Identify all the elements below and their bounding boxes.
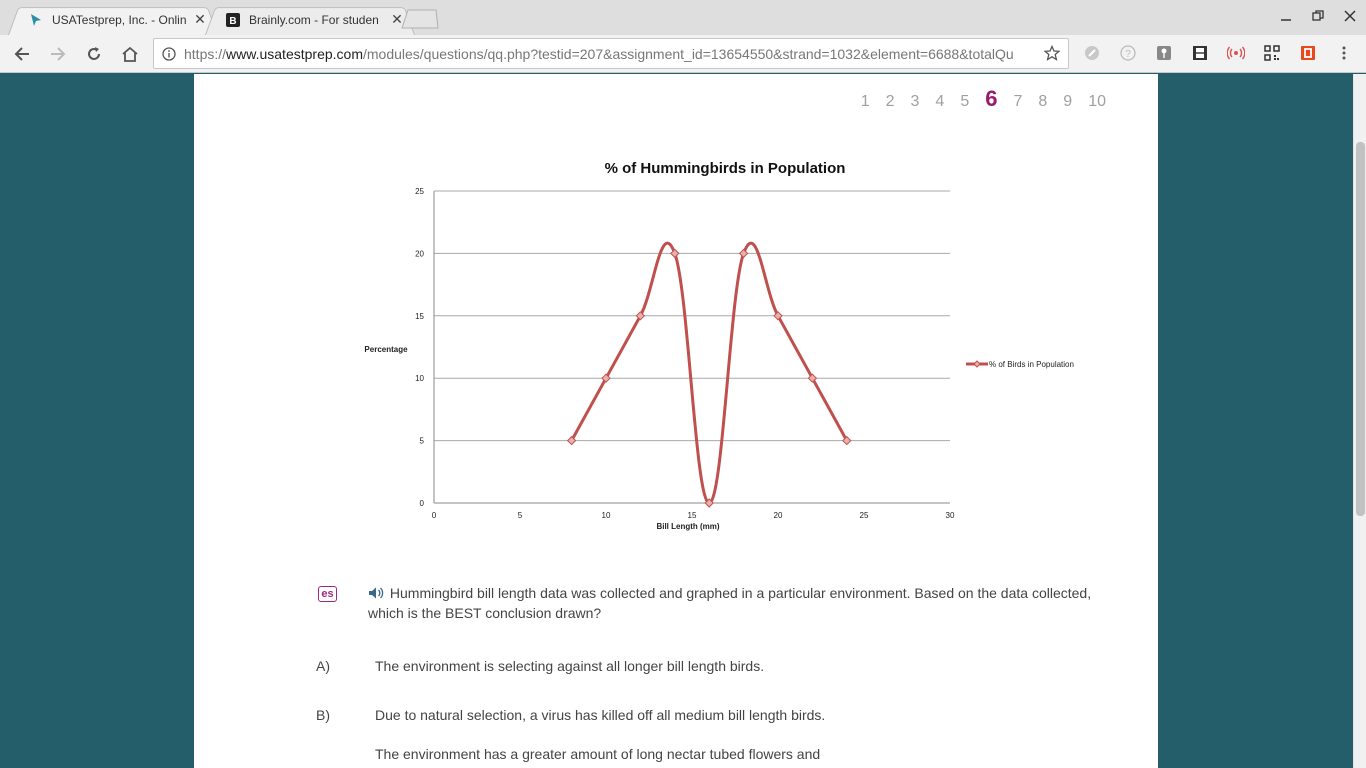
x-tick-label: 30 bbox=[945, 511, 955, 520]
minimize-icon[interactable] bbox=[1270, 0, 1302, 32]
answer-text: Due to natural selection, a virus has killed off all medium bill length birds. bbox=[375, 707, 826, 723]
question-pager bbox=[853, 86, 1114, 112]
answer-letter: B) bbox=[316, 707, 330, 723]
y-tick-label: 0 bbox=[419, 499, 424, 508]
y-tick-label: 15 bbox=[415, 311, 424, 321]
legend-label: % of Birds in Population bbox=[989, 360, 1074, 369]
back-arrow-icon[interactable] bbox=[8, 40, 36, 68]
page-number-5[interactable]: 5 bbox=[960, 93, 970, 110]
page-number-10[interactable]: 10 bbox=[1088, 93, 1106, 110]
forward-arrow-icon[interactable] bbox=[44, 40, 72, 68]
x-tick-label: 20 bbox=[773, 511, 783, 520]
data-point bbox=[740, 249, 748, 257]
spanish-translate-button[interactable]: es bbox=[318, 586, 337, 602]
close-tab-icon[interactable]: ✕ bbox=[391, 11, 403, 27]
extension-broadcast-icon[interactable] bbox=[1226, 43, 1246, 63]
x-tick-label: 5 bbox=[517, 511, 523, 520]
scrollbar-thumb[interactable] bbox=[1356, 142, 1365, 516]
y-axis-label: Percentage bbox=[364, 345, 408, 354]
line-chart bbox=[344, 150, 1144, 540]
extension-help-icon[interactable] bbox=[1118, 43, 1138, 63]
data-point bbox=[671, 249, 679, 257]
close-tab-icon[interactable]: ✕ bbox=[194, 11, 206, 27]
new-tab-button[interactable] bbox=[400, 9, 436, 29]
extension-gray-circle-icon[interactable] bbox=[1082, 43, 1102, 63]
page-number-9[interactable]: 9 bbox=[1063, 93, 1073, 110]
info-icon[interactable] bbox=[154, 47, 184, 61]
usatestprep-favicon-icon bbox=[28, 12, 44, 28]
x-tick-label: 10 bbox=[601, 511, 611, 520]
url-text: https://www.usatestprep.com/modules/questions/qq.php?testid=207&assignment_id=13654550&strand=1032&element=6688&totalQu bbox=[184, 45, 1014, 62]
tab-usatestprep[interactable] bbox=[8, 4, 218, 35]
x-tick-label: 25 bbox=[859, 511, 869, 520]
x-tick-label: 15 bbox=[687, 511, 697, 520]
close-window-icon[interactable] bbox=[1334, 0, 1366, 32]
bookmark-star-icon[interactable] bbox=[1044, 45, 1060, 66]
tab-title: USATestprep, Inc. - Onlin bbox=[52, 12, 187, 27]
y-tick-label: 5 bbox=[419, 436, 424, 446]
page-number-6[interactable]: 6 bbox=[985, 86, 998, 111]
page-number-8[interactable]: 8 bbox=[1038, 93, 1048, 110]
address-bar[interactable] bbox=[153, 38, 1069, 69]
tab-title: Brainly.com - For studen bbox=[249, 12, 379, 27]
legend-swatch-marker bbox=[974, 361, 980, 367]
extension-qr-code-icon[interactable] bbox=[1262, 43, 1282, 63]
page-number-7[interactable]: 7 bbox=[1013, 93, 1023, 110]
svg-text:?: ? bbox=[1125, 49, 1131, 60]
series-line bbox=[572, 243, 847, 503]
browser-menu-icon[interactable] bbox=[1334, 43, 1354, 63]
tab-strip bbox=[0, 0, 1366, 35]
extension-film-icon[interactable] bbox=[1190, 43, 1210, 63]
restore-icon[interactable] bbox=[1302, 0, 1334, 32]
page-number-2[interactable]: 2 bbox=[885, 93, 895, 110]
speaker-icon[interactable] bbox=[368, 586, 386, 604]
reload-icon[interactable] bbox=[80, 40, 108, 68]
page-number-4[interactable]: 4 bbox=[935, 93, 945, 110]
extension-office-icon[interactable] bbox=[1298, 43, 1318, 63]
answer-text: The environment has a greater amount of long nectar tubed flowers and bbox=[375, 746, 821, 762]
answer-text: The environment is selecting against all longer bill length birds. bbox=[375, 658, 765, 674]
tab-brainly[interactable] bbox=[205, 4, 415, 35]
answer-letter: A) bbox=[316, 658, 330, 674]
extension-key-icon[interactable] bbox=[1154, 43, 1174, 63]
page-number-1[interactable]: 1 bbox=[860, 93, 870, 110]
y-tick-label: 10 bbox=[415, 374, 424, 384]
home-icon[interactable] bbox=[116, 40, 144, 68]
chart-title: % of Hummingbirds in Population bbox=[604, 160, 846, 177]
x-axis-label: Bill Length (mm) bbox=[656, 522, 720, 531]
vertical-scrollbar[interactable] bbox=[1353, 74, 1366, 768]
brainly-favicon-icon bbox=[225, 12, 241, 28]
y-tick-label: 20 bbox=[415, 249, 424, 259]
question-text-content: Hummingbird bill length data was collected and graphed in a particular environment. Based on the data collected, which is the BEST conclusion drawn? bbox=[368, 585, 1092, 621]
page-viewport bbox=[0, 74, 1353, 768]
content-panel bbox=[194, 74, 1158, 768]
question-text bbox=[368, 584, 1118, 622]
svg-text:B: B bbox=[229, 15, 237, 27]
page-number-3[interactable]: 3 bbox=[910, 93, 920, 110]
y-tick-label: 25 bbox=[415, 187, 424, 196]
x-tick-label: 0 bbox=[431, 511, 437, 520]
browser-toolbar bbox=[0, 35, 1366, 73]
